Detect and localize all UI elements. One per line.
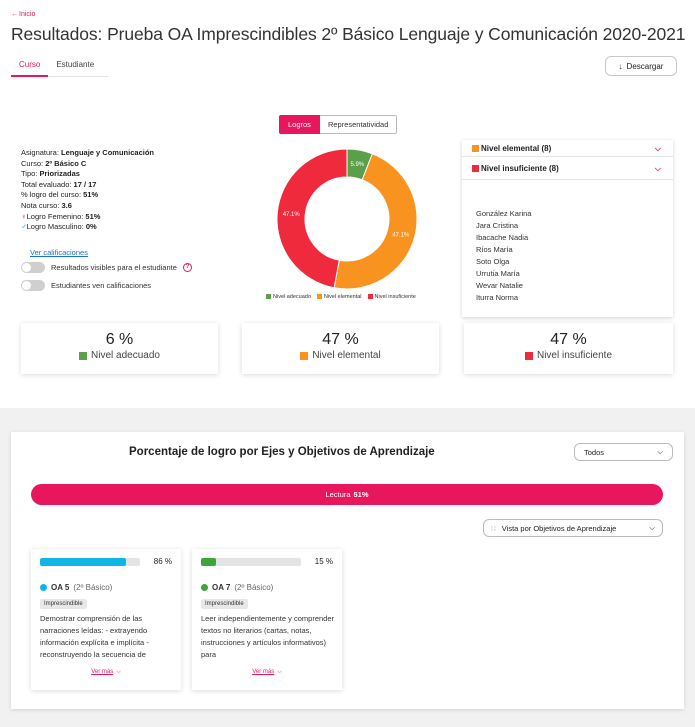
elemental-swatch (300, 352, 308, 360)
ver-mas-link[interactable]: Ver más ⌵ (252, 669, 282, 675)
ver-calificaciones-link[interactable]: Ver calificaciones (30, 248, 88, 257)
accordion-elemental-label: Nivel elemental (8) (481, 143, 552, 153)
logro-value: 51% (83, 190, 99, 200)
summary-card-insuficiente (464, 323, 673, 374)
male-icon: ♂ (21, 222, 27, 232)
toggle-representatividad[interactable]: Representatividad (320, 115, 397, 134)
visible-results-row (21, 262, 192, 273)
grid-icon: ∷ (491, 523, 496, 533)
chevron-down-icon: ⌵ (116, 669, 121, 675)
list-item: Wevar Natalie (476, 281, 523, 290)
summary-label: Nivel elemental (312, 350, 381, 361)
oa-progress-track (201, 558, 301, 566)
eje-filter-value: Todos (584, 447, 605, 457)
view-tabs (11, 57, 108, 77)
list-item: Jara Cristina (476, 221, 519, 230)
oa-card (192, 549, 342, 690)
grades-visible-row (21, 280, 151, 291)
list-item: Ríos María (476, 245, 513, 254)
accordion-insuficiente-label: Nivel insuficiente (8) (481, 163, 559, 173)
slice-label: 47.1% (282, 211, 300, 218)
curso-value: 2º Básico C (45, 158, 87, 168)
toggle-logros[interactable]: Logros (279, 115, 320, 134)
lectura-value: 51% (353, 490, 369, 499)
accordion-elemental[interactable] (462, 140, 673, 157)
view-mode-value: Vista por Objetivos de Aprendizaje (501, 523, 617, 533)
tipo-value: Priorizadas (39, 169, 80, 179)
summary-card-adecuado (21, 323, 218, 374)
slice-insuficiente[interactable] (277, 149, 347, 288)
visible-results-switch[interactable] (21, 262, 45, 273)
oa-percent: 15 % (314, 557, 333, 566)
chevron-down-icon: ⌵ (649, 523, 655, 532)
student-list (476, 208, 531, 304)
chevron-down-icon: ⌵ (277, 669, 282, 675)
oa-code: OA 5 (2º Básico) (40, 583, 112, 592)
imprescindible-badge: Imprescindible (201, 599, 248, 609)
chart-view-toggle (279, 115, 397, 134)
legend-item-adecuado: Nivel adecuado (266, 294, 311, 300)
summary-pct: 47 % (322, 331, 359, 348)
grades-visible-label: Estudiantes ven calificaciones (51, 281, 152, 290)
list-item: González Karina (476, 209, 532, 218)
download-button[interactable] (605, 56, 677, 76)
back-link[interactable] (11, 11, 35, 18)
oa-progress-fill (40, 558, 126, 566)
page-title: Resultados: Prueba OA Imprescindibles 2º Básico Lenguaje y Comunicación 2020-2021 (11, 24, 686, 44)
list-item: Soto Olga (476, 257, 510, 266)
summary-pct: 6 % (105, 331, 134, 348)
tab-estudiante[interactable]: Estudiante (56, 60, 95, 69)
insuficiente-swatch (472, 165, 479, 172)
oa-description: Leer independientemente y comprender textos no literarios (cartas, notas, instrucciones y artículos informativos) para (201, 614, 334, 659)
eje-filter-select[interactable] (574, 443, 673, 461)
grades-visible-switch[interactable] (21, 280, 45, 291)
chevron-down-icon: ⌵ (654, 144, 661, 153)
levels-panel (462, 140, 673, 317)
oa-progress-fill (201, 558, 216, 566)
legend-item-insuficiente: Nivel insuficiente (368, 294, 416, 300)
slice-label: 47.1% (392, 232, 410, 239)
summary-label: Nivel insuficiente (536, 350, 613, 361)
ejes-section (11, 432, 684, 709)
course-info: Asignatura: Lenguaje y Comunicación Curso: 2º Básico C Tipo: Priorizadas Total evaluado: 17 / 17 % logro del curso: 51% Nota curso: 3.6 ♀Logro Femenino: 51% ♂Logro Masculino: 0% (21, 148, 154, 232)
download-label: Descargar (626, 61, 664, 71)
oa-card (31, 549, 181, 690)
chart-legend (266, 294, 416, 300)
list-item: Urrutia María (476, 269, 520, 278)
summary-label: Nivel adecuado (91, 350, 160, 361)
help-icon[interactable]: ? (183, 263, 192, 272)
oa-percent: 86 % (153, 557, 172, 566)
visible-results-label: Resultados visibles para el estudiante (51, 263, 177, 272)
lectura-progress-bar[interactable] (31, 484, 663, 505)
oa-code: OA 7 (2º Básico) (201, 583, 273, 592)
insuficiente-swatch (525, 352, 533, 360)
download-icon: ↓ (618, 61, 623, 71)
oa-progress-track (40, 558, 140, 566)
total-value: 17 / 17 (73, 179, 97, 189)
back-label: Inicio (19, 11, 36, 18)
oa-dot (201, 584, 208, 591)
slice-label: 5.9% (350, 161, 365, 168)
accordion-insuficiente[interactable] (462, 157, 673, 180)
summary-pct: 47 % (550, 331, 587, 348)
elemental-swatch (472, 145, 479, 152)
list-item: Ibacache Nadia (476, 233, 529, 242)
lectura-label: Lectura (325, 490, 351, 499)
masc-value: 0% (85, 222, 97, 232)
legend-item-elemental: Nivel elemental (317, 294, 362, 300)
asignatura-value: Lenguaje y Comunicación (61, 148, 154, 157)
imprescindible-badge: Imprescindible (40, 599, 87, 609)
arrow-left-icon: ← (11, 11, 18, 18)
ver-mas-link[interactable]: Ver más ⌵ (91, 669, 121, 675)
nota-value: 3.6 (61, 200, 72, 210)
view-mode-select[interactable] (483, 519, 663, 537)
oa-dot (40, 584, 47, 591)
fem-value: 51% (85, 211, 101, 221)
oa-description: Demostrar comprensión de las narraciones leídas: - extrayendo información explícita e implícita - reconstruyendo la secuencia de (40, 614, 149, 659)
tab-curso[interactable]: Curso (11, 57, 48, 77)
section-title: Porcentaje de logro por Ejes y Objetivos de Aprendizaje (129, 446, 435, 458)
chevron-down-icon: ⌵ (654, 164, 661, 173)
list-item: Iturra Norma (476, 293, 519, 302)
summary-card-elemental (242, 323, 439, 374)
levels-donut-chart (277, 149, 417, 289)
chevron-down-icon: ⌵ (657, 447, 663, 456)
adecuado-swatch (79, 352, 87, 360)
female-icon: ♀ (21, 211, 27, 221)
